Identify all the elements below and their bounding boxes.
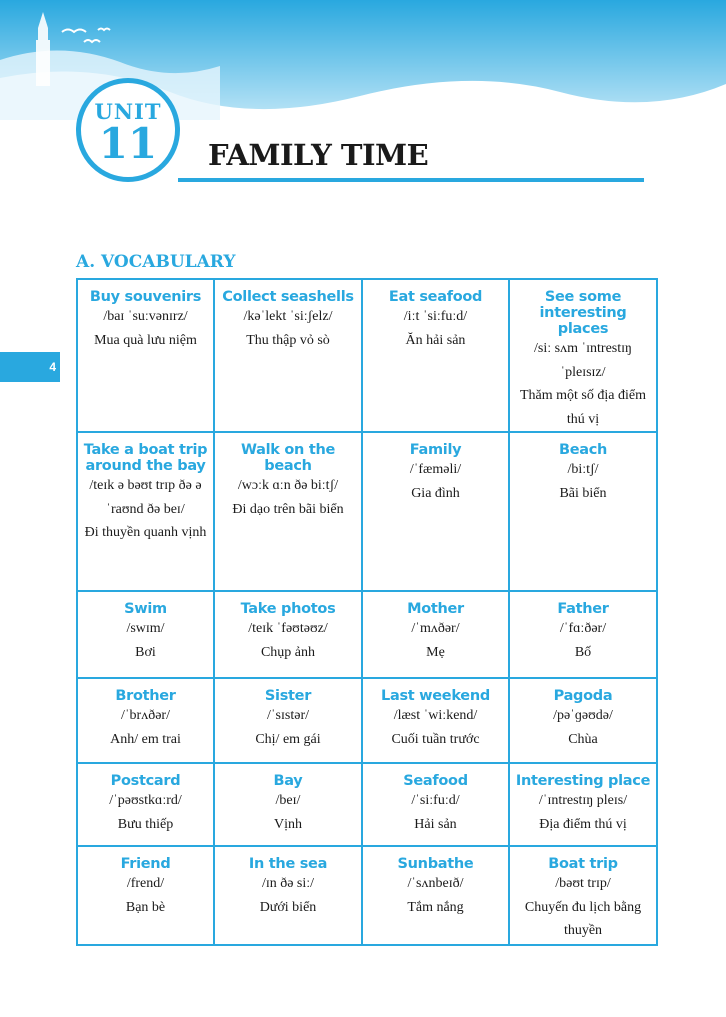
vocab-cell [509, 279, 657, 432]
word-vietnamese: Bạn bè [125, 899, 166, 915]
vocab-cell [214, 678, 362, 763]
word-vietnamese: Địa điểm thú vị [539, 816, 627, 832]
word-english: Collect seashells [222, 289, 354, 305]
table-row [77, 846, 657, 945]
vocab-cell [214, 846, 362, 945]
word-vietnamese: Cuối tuần trước [391, 731, 480, 747]
vocab-cell [362, 591, 509, 678]
word-english: See some interesting places [539, 289, 627, 337]
vocab-cell [509, 846, 657, 945]
vocab-cell [362, 279, 509, 432]
word-phonetic: /ˈbrʌðər/ [121, 708, 170, 723]
table-row [77, 591, 657, 678]
word-english: Walk on the beach [240, 442, 336, 474]
word-phonetic: /baɪ ˈsuːvənɪrz/ [103, 309, 188, 324]
word-english: Eat seafood [388, 289, 483, 305]
word-english: Friend [120, 856, 171, 872]
word-english: Mother [407, 601, 464, 617]
unit-number: 11 [98, 119, 158, 168]
word-english: Father [557, 601, 609, 617]
table-row [77, 763, 657, 846]
vocab-cell [362, 678, 509, 763]
word-english: Boat trip [548, 856, 618, 872]
vocab-cell [77, 279, 214, 432]
vocab-cell [509, 678, 657, 763]
word-phonetic: /biːtʃ/ [567, 462, 599, 477]
word-vietnamese: Thăm một số địa điểm thú vị [520, 388, 646, 427]
word-phonetic: /ˈsiːfuːd/ [411, 793, 460, 808]
unit-title: FAMILY TIME [208, 138, 429, 172]
word-vietnamese: Vịnh [274, 816, 302, 832]
word-english: Swim [124, 601, 167, 617]
word-vietnamese: Đi dạo trên bãi biển [232, 501, 344, 517]
vocab-cell [77, 763, 214, 846]
word-vietnamese: Chị/ em gái [255, 731, 321, 747]
word-english: Sunbathe [397, 856, 474, 872]
word-english: Family [409, 442, 462, 458]
word-vietnamese: Anh/ em trai [110, 731, 181, 747]
word-vietnamese: Chùa [568, 731, 598, 747]
table-row [77, 279, 657, 432]
vocab-cell [77, 846, 214, 945]
vocab-cell [362, 763, 509, 846]
word-vietnamese: Bãi biển [559, 485, 607, 501]
vocab-cell [509, 763, 657, 846]
word-english: Sister [264, 688, 312, 704]
word-vietnamese: Bố [574, 644, 592, 660]
vocab-cell [77, 678, 214, 763]
word-phonetic: /frend/ [126, 876, 165, 891]
word-vietnamese: Đi thuyền quanh vịnh [84, 525, 207, 540]
vocabulary-table [76, 278, 658, 946]
word-phonetic: /bəʊt trɪp/ [555, 876, 611, 891]
word-english: Last weekend [381, 688, 490, 704]
word-phonetic: /ˈpəʊstkɑːrd/ [109, 793, 182, 808]
word-vietnamese: Mua quà lưu niệm [94, 332, 197, 348]
word-phonetic: /læst ˈwiːkend/ [393, 708, 478, 723]
word-english: Brother [115, 688, 176, 704]
page-number-tab: 4 [0, 352, 60, 382]
word-vietnamese: Bơi [135, 644, 156, 660]
section-title: A. VOCABULARY [76, 252, 236, 272]
word-vietnamese: Thu thập vỏ sò [246, 332, 330, 348]
word-english: Beach [558, 442, 608, 458]
unit-label: UNIT [94, 99, 162, 124]
word-phonetic: /siː sʌm ˈɪntrestɪŋ ˈpleɪsɪz/ [534, 341, 632, 380]
word-phonetic: /ˈsɪstər/ [267, 708, 309, 723]
word-phonetic: /swɪm/ [126, 621, 165, 636]
word-english: In the sea [248, 856, 328, 872]
vocab-cell [362, 432, 509, 591]
word-english: Buy souvenirs [89, 289, 202, 305]
title-underline [178, 178, 644, 182]
word-phonetic: /ˈfæməli/ [409, 462, 462, 477]
word-vietnamese: Chụp ảnh [260, 644, 316, 660]
word-vietnamese: Gia đình [411, 485, 460, 501]
word-english: Take a boat trip around the bay [83, 442, 208, 474]
unit-badge [76, 78, 180, 182]
word-english: Bay [273, 773, 303, 789]
word-phonetic: /ˈsʌnbeɪð/ [407, 876, 464, 891]
word-vietnamese: Ăn hải sản [405, 332, 466, 348]
word-phonetic: /pəˈɡəʊdə/ [553, 708, 613, 723]
vocab-cell [214, 591, 362, 678]
vocab-cell [214, 763, 362, 846]
word-vietnamese: Tắm nắng [407, 899, 464, 915]
word-phonetic: /wɔːk ɑːn ðə biːtʃ/ [237, 478, 339, 493]
word-english: Pagoda [553, 688, 613, 704]
word-english: Postcard [110, 773, 181, 789]
vocab-cell [77, 432, 214, 591]
word-english: Take photos [240, 601, 336, 617]
vocab-cell [214, 432, 362, 591]
vocab-cell [509, 591, 657, 678]
word-phonetic: /ˈmʌðər/ [411, 621, 460, 636]
word-phonetic: /beɪ/ [275, 793, 301, 808]
word-phonetic: /teɪk ˈfəʊtəʊz/ [248, 621, 328, 636]
table-row [77, 432, 657, 591]
word-phonetic: /iːt ˈsiːfuːd/ [403, 309, 468, 324]
word-vietnamese: Chuyến đu lịch bằng thuyền [524, 899, 642, 938]
word-phonetic: /ˈɪntrestɪŋ pleɪs/ [538, 793, 628, 808]
word-phonetic: /kəˈlekt ˈsiːʃelz/ [243, 309, 333, 324]
word-vietnamese: Mẹ [426, 644, 445, 660]
table-row [77, 678, 657, 763]
word-vietnamese: Dưới biển [259, 899, 317, 915]
word-english: Seafood [403, 773, 468, 789]
vocab-cell [509, 432, 657, 591]
word-vietnamese: Hải sản [414, 816, 457, 832]
word-phonetic: /teɪk ə bəʊt trɪp ðə əˈraʊnd ðə beɪ/ [89, 478, 202, 517]
vocab-cell [362, 846, 509, 945]
word-vietnamese: Bưu thiếp [117, 816, 174, 832]
word-phonetic: /ɪn ðə siː/ [261, 876, 315, 891]
word-english: Interesting place [515, 773, 651, 789]
vocab-cell [214, 279, 362, 432]
vocab-cell [77, 591, 214, 678]
word-phonetic: /ˈfɑːðər/ [559, 621, 607, 636]
